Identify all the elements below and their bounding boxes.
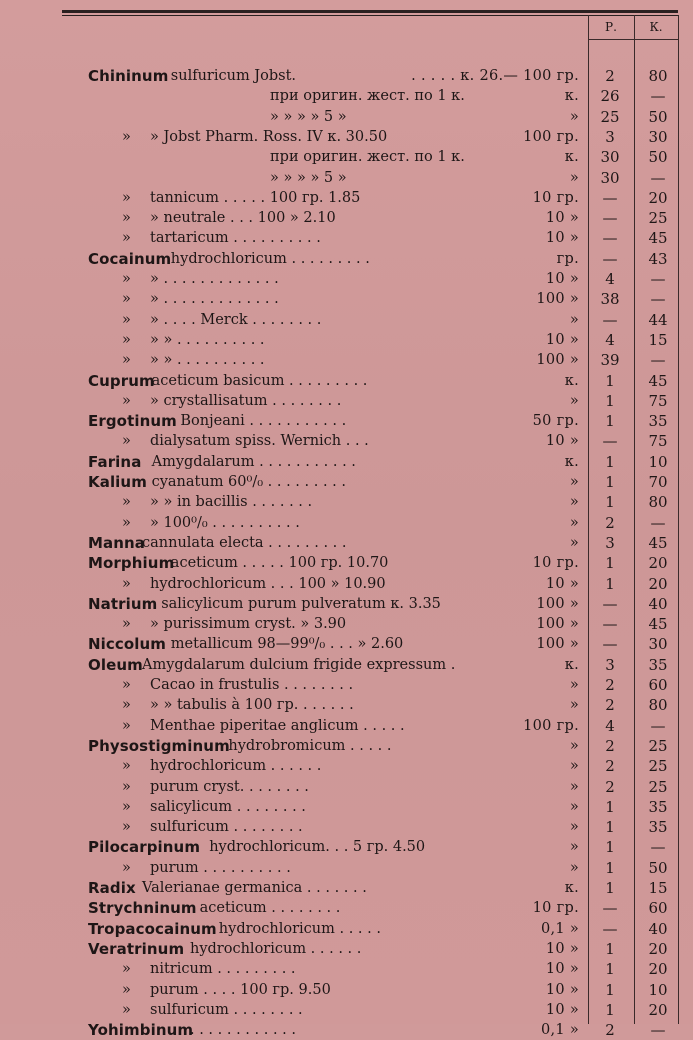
item-name: » <box>122 210 131 227</box>
table-row <box>0 817 693 837</box>
item-quantity: » <box>569 839 579 856</box>
price-rubles: 1 <box>605 838 615 857</box>
price-rubles: 1 <box>605 371 615 390</box>
price-rubles: 1 <box>605 960 615 979</box>
item-quantity: 10 » <box>545 940 579 957</box>
price-kopecks: 60 <box>648 676 668 694</box>
price-kopecks: — <box>650 270 666 288</box>
item-description: hydrochloricum . . . . . . <box>190 940 362 957</box>
price-rubles: 1 <box>605 554 615 573</box>
table-row <box>0 371 693 391</box>
table-row <box>0 594 693 614</box>
price-rubles: 2 <box>605 757 615 776</box>
item-quantity: 0,1 » <box>540 920 579 937</box>
price-kopecks: — <box>650 716 666 735</box>
price-kopecks: 60 <box>648 899 668 918</box>
item-quantity: » <box>569 392 579 409</box>
item-description: » neutrale . . . 100 » 2.10 <box>150 210 336 227</box>
table-row <box>0 391 693 411</box>
item-name: » <box>122 433 131 450</box>
item-description: tartaricum . . . . . . . . . . <box>150 230 321 247</box>
top-rule-thin <box>62 15 678 16</box>
item-description: cyanatum 60⁰/₀ . . . . . . . . . <box>151 474 346 490</box>
item-description: metallicum 98—99⁰/₀ . . . » 2.60 <box>170 636 404 653</box>
item-description: при оригин. жест. по 1 к. <box>270 88 465 105</box>
item-description: » » » » 5 » <box>270 108 347 125</box>
table-row <box>0 898 693 918</box>
table-row <box>0 168 693 188</box>
price-rubles: 1 <box>605 980 615 999</box>
item-description: . . . . . . . . . . . . <box>190 1022 297 1039</box>
item-description: » » in bacillis . . . . . . . <box>150 494 313 511</box>
item-description: sulfuricum . . . . . . . . <box>150 819 303 836</box>
price-kopecks: 20 <box>648 188 668 207</box>
item-name: » <box>122 961 131 978</box>
price-rubles: 1 <box>605 818 615 837</box>
item-description: hydrochloricum . . . . . . . . . <box>170 250 370 267</box>
price-rubles: 2 <box>605 676 615 694</box>
price-kopecks: 15 <box>648 879 668 897</box>
item-description: » purissimum cryst. » 3.90 <box>150 616 347 633</box>
table-row <box>0 634 693 654</box>
item-quantity: » <box>569 778 579 795</box>
item-description: aceticum . . . . . 100 гр. 10.70 <box>170 555 389 572</box>
price-kopecks: 25 <box>648 757 668 776</box>
item-description: » 100⁰/₀ . . . . . . . . . . <box>150 514 300 531</box>
item-quantity: » <box>569 677 579 693</box>
table-row <box>0 777 693 797</box>
price-rubles: — <box>602 188 618 207</box>
item-name: » <box>122 1001 131 1018</box>
item-description: tannicum . . . . . 100 гр. 1.85 <box>150 189 361 206</box>
item-quantity: 10 » <box>545 271 579 287</box>
price-kopecks: 70 <box>648 473 668 491</box>
item-quantity: 0,1 » <box>540 1022 579 1039</box>
top-rule <box>62 10 678 13</box>
price-kopecks: 20 <box>648 960 668 979</box>
table-row <box>0 188 693 208</box>
item-quantity: 10 гр. <box>532 189 579 206</box>
price-kopecks: 45 <box>648 533 668 552</box>
item-name: » <box>122 392 131 409</box>
price-kopecks: 50 <box>648 107 668 126</box>
price-kopecks: 50 <box>648 858 668 877</box>
table-row <box>0 127 693 147</box>
item-description: » Jobst Pharm. Ross. IV к. 30.50 <box>150 128 388 145</box>
table-row <box>0 86 693 106</box>
item-description: при оригин. жест. по 1 к. <box>270 149 465 166</box>
price-kopecks: — <box>650 290 666 309</box>
table-row <box>0 858 693 878</box>
item-description: aceticum . . . . . . . . <box>199 900 341 917</box>
item-name: » <box>122 758 131 775</box>
price-rubles: 1 <box>605 1000 615 1019</box>
price-rubles: 38 <box>600 290 620 309</box>
table-row <box>0 452 693 472</box>
item-quantity: 100 гр. <box>523 717 579 734</box>
item-description: purum . . . . . . . . . . <box>150 859 291 876</box>
item-description: purum cryst. . . . . . . . <box>150 778 309 795</box>
item-quantity: 10 гр. <box>532 555 579 572</box>
price-kopecks: 43 <box>648 249 668 268</box>
item-name: » <box>122 677 131 693</box>
item-name: Pilocarpinum <box>88 838 201 857</box>
table-row <box>0 919 693 939</box>
item-name: Cocainum <box>88 249 172 268</box>
price-kopecks: 20 <box>648 574 668 593</box>
price-kopecks: 80 <box>648 696 668 715</box>
price-rubles: 1 <box>605 493 615 512</box>
item-description: cannulata electa . . . . . . . . . <box>142 534 347 551</box>
column-header-kopecks: К. <box>649 20 663 34</box>
price-kopecks: 20 <box>648 1000 668 1019</box>
item-quantity: 10 » <box>545 210 579 227</box>
price-kopecks: — <box>650 513 666 532</box>
price-rubles: — <box>602 919 618 938</box>
item-description: Cacao in frustulis . . . . . . . . <box>150 677 354 693</box>
price-rubles: — <box>602 209 618 228</box>
price-rubles: 1 <box>605 879 615 897</box>
item-name: Strychninum <box>88 899 197 918</box>
item-name: » <box>122 616 131 633</box>
price-rubles: 25 <box>600 107 620 126</box>
item-description: » » tabulis à 100 гр. . . . . . . <box>150 697 354 714</box>
price-rubles: 2 <box>605 736 615 755</box>
item-name: Niccolum <box>88 635 167 654</box>
item-quantity: к. <box>564 88 579 105</box>
item-description: aceticum basicum . . . . . . . . . <box>151 372 368 389</box>
price-rubles: 2 <box>605 1021 615 1040</box>
table-row <box>0 797 693 817</box>
item-description: » . . . . . . . . . . . . . <box>150 271 279 287</box>
table-row <box>0 107 693 127</box>
price-rubles: 1 <box>605 412 615 431</box>
price-kopecks: 10 <box>648 980 668 999</box>
table-row <box>0 675 693 695</box>
price-rubles: 2 <box>605 777 615 796</box>
item-name: Tropacocainum <box>88 919 217 938</box>
price-kopecks: 45 <box>648 229 668 248</box>
item-quantity: 100 » <box>536 616 579 633</box>
item-quantity: » <box>569 798 579 815</box>
price-kopecks: 44 <box>648 310 668 329</box>
item-quantity: » <box>569 859 579 876</box>
price-kopecks: — <box>650 168 666 187</box>
item-quantity: 10 » <box>545 433 579 450</box>
price-rubles: 1 <box>605 473 615 491</box>
table-row <box>0 269 693 289</box>
column-header-rubles: Р. <box>605 20 617 34</box>
price-kopecks: 75 <box>648 391 668 410</box>
item-description: Amygdalarum . . . . . . . . . . . <box>151 453 356 470</box>
item-name: » <box>122 859 131 876</box>
price-kopecks: 25 <box>648 736 668 755</box>
item-quantity: 100 » <box>536 352 579 369</box>
item-quantity: 100 » <box>536 595 579 612</box>
item-quantity: » <box>569 737 579 754</box>
item-name: » <box>122 819 131 836</box>
item-description: » . . . . . . . . . . . . . <box>150 291 279 308</box>
item-quantity: 100 » <box>536 636 579 653</box>
table-row <box>0 350 693 370</box>
item-name: Yohimbinum <box>88 1021 194 1040</box>
price-kopecks: 45 <box>648 371 668 390</box>
price-rubles: — <box>602 229 618 248</box>
item-name: Cuprum <box>88 371 155 390</box>
price-rubles: 1 <box>605 939 615 958</box>
price-kopecks: — <box>650 87 666 106</box>
price-kopecks: 50 <box>648 148 668 167</box>
item-description: salicylicum . . . . . . . . <box>150 798 306 815</box>
table-row <box>0 289 693 309</box>
item-description: Bonjeani . . . . . . . . . . . <box>180 413 347 430</box>
table-row <box>0 980 693 1000</box>
price-kopecks: 30 <box>648 635 668 654</box>
price-rubles: 2 <box>605 696 615 715</box>
item-quantity: к. <box>564 880 579 896</box>
item-quantity: 10 » <box>545 1001 579 1018</box>
price-rubles: 1 <box>605 391 615 410</box>
price-rubles: 3 <box>605 533 615 552</box>
price-rubles: 1 <box>605 452 615 471</box>
item-name: » <box>122 798 131 815</box>
price-rubles: — <box>602 249 618 268</box>
item-name: » <box>122 311 131 328</box>
table-row <box>0 249 693 269</box>
item-quantity: гр. <box>556 250 579 267</box>
item-name: Veratrinum <box>88 939 185 958</box>
item-description: hydrochloricum. . . 5 гр. 4.50 <box>209 839 426 856</box>
price-kopecks: — <box>650 838 666 857</box>
price-kopecks: 10 <box>648 452 668 471</box>
price-kopecks: 20 <box>648 939 668 958</box>
price-rubles: — <box>602 615 618 634</box>
item-description: purum . . . . 100 гр. 9.50 <box>150 981 331 998</box>
price-rubles: 3 <box>605 127 615 146</box>
item-quantity: 100 » <box>536 291 579 308</box>
item-name: Radix <box>88 879 136 897</box>
item-description: hydrochloricum . . . . . . <box>150 758 322 775</box>
item-quantity: к. <box>564 656 579 673</box>
item-description: » » . . . . . . . . . . <box>150 352 265 369</box>
item-quantity: к. <box>564 372 579 389</box>
price-kopecks: 40 <box>648 594 668 613</box>
price-rubles: — <box>602 594 618 613</box>
table-row <box>0 66 693 86</box>
price-rubles: 4 <box>605 270 615 288</box>
item-quantity: 100 гр. <box>523 128 579 145</box>
item-name: » <box>122 271 131 287</box>
table-row <box>0 513 693 533</box>
item-name: » <box>122 717 131 734</box>
item-name: » <box>122 494 131 511</box>
table-row <box>0 411 693 431</box>
item-quantity: » <box>569 758 579 775</box>
table-row <box>0 431 693 451</box>
price-rubles: 39 <box>600 351 620 370</box>
item-name: » <box>122 514 131 531</box>
item-name: » <box>122 230 131 247</box>
price-kopecks: 35 <box>648 655 668 674</box>
item-quantity: » <box>569 494 579 511</box>
table-row <box>0 574 693 594</box>
price-kopecks: 15 <box>648 330 668 349</box>
item-quantity: » <box>569 697 579 714</box>
item-name: Kalium <box>88 473 147 491</box>
item-description: nitricum . . . . . . . . . <box>150 961 296 978</box>
table-row <box>0 837 693 857</box>
table-row <box>0 695 693 715</box>
price-kopecks: 25 <box>648 777 668 796</box>
price-rubles: 1 <box>605 797 615 816</box>
table-row <box>0 533 693 553</box>
item-description: » crystallisatum . . . . . . . . <box>150 392 342 409</box>
item-quantity: к. <box>564 149 579 166</box>
item-quantity: » <box>569 311 579 328</box>
item-quantity: 10 » <box>545 961 579 978</box>
item-quantity: » <box>569 819 579 836</box>
table-row <box>0 756 693 776</box>
price-rubles: 2 <box>605 67 615 85</box>
item-name: Chininum <box>88 67 169 85</box>
price-rubles: 2 <box>605 513 615 532</box>
price-rubles: — <box>602 432 618 451</box>
table-row <box>0 1000 693 1020</box>
item-quantity: » <box>569 108 579 125</box>
price-kopecks: 20 <box>648 554 668 573</box>
item-description: » » » » 5 » <box>270 169 347 186</box>
item-description: sulfuricum . . . . . . . . <box>150 1001 303 1018</box>
table-row <box>0 208 693 228</box>
item-name: Farina <box>88 452 142 471</box>
table-row <box>0 472 693 492</box>
item-quantity: » <box>569 514 579 531</box>
table-row <box>0 939 693 959</box>
price-kopecks: 75 <box>648 432 668 451</box>
item-description: » . . . . Merck . . . . . . . . <box>150 311 322 328</box>
item-name: » <box>122 331 131 348</box>
price-rubles: 26 <box>600 87 620 106</box>
item-description: Menthae piperitae anglicum . . . . . <box>150 717 405 734</box>
table-row <box>0 736 693 756</box>
item-name: Natrium <box>88 594 158 613</box>
table-row <box>0 310 693 330</box>
item-quantity: 10 » <box>545 575 579 592</box>
table-row <box>0 228 693 248</box>
price-kopecks: 80 <box>648 493 668 512</box>
price-kopecks: 45 <box>648 615 668 634</box>
price-rubles: 3 <box>605 655 615 674</box>
price-rubles: 30 <box>600 168 620 187</box>
item-quantity: » <box>569 474 579 490</box>
table-row <box>0 553 693 573</box>
item-name: » <box>122 291 131 308</box>
item-name: Physostigminum <box>88 736 230 755</box>
item-name: Morphium <box>88 554 175 573</box>
item-quantity: 10 » <box>545 981 579 998</box>
item-description: salicylicum purum pulveratum к. 3.35 <box>161 595 441 612</box>
item-quantity: к. <box>564 453 579 470</box>
price-rubles: 1 <box>605 858 615 877</box>
price-rubles: 30 <box>600 148 620 167</box>
price-kopecks: 30 <box>648 127 668 146</box>
price-kopecks: 25 <box>648 209 668 228</box>
item-quantity: » <box>569 534 579 551</box>
item-quantity: 10 гр. <box>532 900 579 917</box>
table-row <box>0 492 693 512</box>
price-kopecks: 80 <box>648 67 668 85</box>
table-row <box>0 959 693 979</box>
item-description: Valerianae germanica . . . . . . . <box>142 880 367 896</box>
price-rubles: — <box>602 310 618 329</box>
price-kopecks: 35 <box>648 412 668 431</box>
item-name: » <box>122 128 131 145</box>
table-row <box>0 878 693 898</box>
table-row <box>0 1020 693 1040</box>
item-name: Oleum <box>88 655 143 674</box>
price-rubles: 1 <box>605 574 615 593</box>
item-description: » » . . . . . . . . . . <box>150 331 265 348</box>
table-row <box>0 614 693 634</box>
price-rubles: 4 <box>605 330 615 349</box>
item-description: hydrochloricum . . . 100 » 10.90 <box>150 575 386 592</box>
item-name: Manna <box>88 533 146 552</box>
price-rubles: — <box>602 899 618 918</box>
price-kopecks: 35 <box>648 797 668 816</box>
item-name: » <box>122 778 131 795</box>
item-name: » <box>122 697 131 714</box>
price-rubles: 4 <box>605 716 615 735</box>
item-quantity: » <box>569 169 579 186</box>
header-underline <box>588 39 678 40</box>
item-quantity: 10 » <box>545 230 579 247</box>
item-description: Amygdalarum dulcium frigide expressum . <box>142 656 456 673</box>
item-quantity: . . . . . к. 26.— 100 гр. <box>411 68 579 84</box>
item-name: » <box>122 352 131 369</box>
table-row <box>0 655 693 675</box>
item-description: hydrochloricum . . . . . <box>218 920 381 937</box>
price-kopecks: 35 <box>648 818 668 837</box>
item-quantity: 50 гр. <box>532 413 579 430</box>
table-row <box>0 147 693 167</box>
table-row <box>0 716 693 736</box>
item-description: dialysatum spiss. Wernich . . . <box>150 433 369 450</box>
price-rubles: — <box>602 635 618 654</box>
item-name: » <box>122 981 131 998</box>
item-name: » <box>122 575 131 592</box>
item-name: Ergotinum <box>88 412 177 431</box>
price-kopecks: — <box>650 1021 666 1040</box>
item-quantity: 10 » <box>545 331 579 348</box>
price-kopecks: 40 <box>648 919 668 938</box>
price-kopecks: — <box>650 351 666 370</box>
table-row <box>0 330 693 350</box>
item-name: » <box>122 189 131 206</box>
item-description: hydrobromicum . . . . . <box>228 737 392 754</box>
item-description: sulfuricum Jobst. <box>170 68 297 84</box>
